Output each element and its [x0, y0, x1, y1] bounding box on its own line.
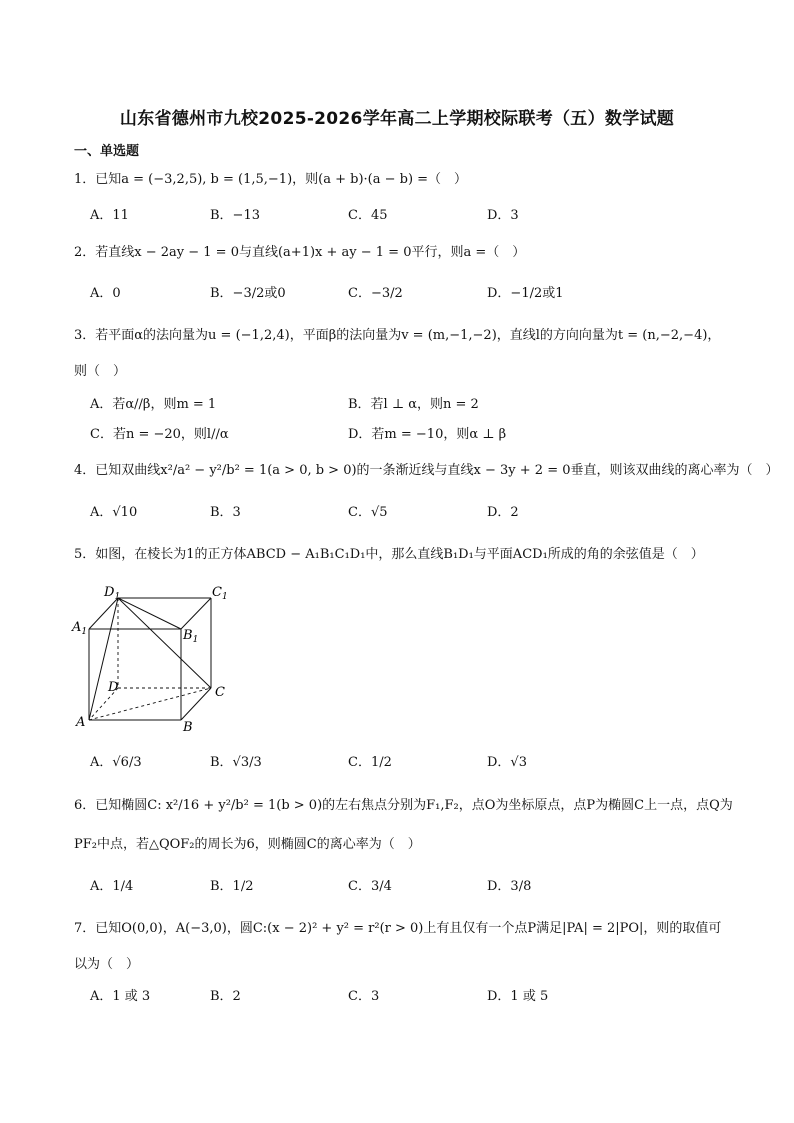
q4-option-c: C．√5 — [348, 505, 388, 520]
q1-option-a: A．11 — [90, 208, 129, 223]
q4-option-a: A．√10 — [90, 505, 138, 520]
q7-option-a: A．1 或 3 — [90, 989, 151, 1004]
q6-option-b: B．1/2 — [210, 879, 254, 894]
cube-figure — [70, 580, 240, 735]
q1-option-b: B．−13 — [210, 208, 260, 223]
question-7-stem-cont: 以为（ ） — [74, 957, 140, 972]
q1-option-c: C．45 — [348, 208, 388, 223]
q7-option-c: C．3 — [348, 989, 380, 1004]
page-title: 山东省德州市九校2025-2026学年高二上学期校际联考（五）数学试题 — [119, 109, 675, 129]
question-2-stem: 2．若直线x − 2ay − 1 = 0与直线(a+1)x + ay − 1 = 0平行，则a =（ ） — [74, 245, 526, 260]
q5-option-c: C．1/2 — [348, 755, 392, 770]
q2-option-b: B．−3/2或0 — [210, 286, 286, 301]
q4-option-d: D．2 — [487, 505, 519, 520]
question-3-stem-cont: 则（ ） — [74, 364, 127, 379]
question-3-stem: 3．若平面α的法向量为u = (−1,2,4)，平面β的法向量为v = (m,−1,−2)，直线l的方向向量为t = (n,−2,−4)， — [74, 328, 721, 343]
label-b: B — [183, 720, 193, 735]
q5-option-b: B．√3/3 — [210, 755, 262, 770]
q7-option-b: B．2 — [210, 989, 241, 1004]
q6-option-d: D．3/8 — [487, 879, 532, 894]
label-c1: $C_1$ — [212, 585, 228, 602]
question-5-stem: 5．如图，在棱长为1的正方体ABCD − A₁B₁C₁D₁中，那么直线B₁D₁与平面ACD₁所成的角的余弦值是（ ） — [74, 547, 704, 562]
q1-option-d: D．3 — [487, 208, 519, 223]
q6-option-a: A．1/4 — [90, 879, 134, 894]
q7-option-d: D．1 或 5 — [487, 989, 549, 1004]
q5-option-a: A．√6/3 — [90, 755, 142, 770]
q4-option-b: B．3 — [210, 505, 241, 520]
label-d: D — [108, 680, 119, 695]
label-c: C — [215, 685, 225, 700]
q6-option-c: C．3/4 — [348, 879, 392, 894]
label-b1: $B_1$ — [183, 628, 199, 645]
question-6-stem: 6．已知椭圆C: x²/16 + y²/b² = 1(b > 0)的左右焦点分别为F₁,F₂，点O为坐标原点，点P为椭圆C上一点，点Q为 — [74, 798, 733, 813]
section-heading: 一、单选题 — [74, 144, 140, 159]
q2-option-a: A．0 — [90, 286, 121, 301]
q3-option-b: B．若l ⊥ α，则n = 2 — [348, 397, 479, 412]
q2-option-d: D．−1/2或1 — [487, 286, 564, 301]
question-6-stem-cont: PF₂中点，若△QOF₂的周长为6，则椭圆C的离心率为（ ） — [74, 837, 421, 852]
question-7-stem: 7．已知O(0,0)，A(−3,0)，圆C:(x − 2)² + y² = r²(r > 0)上有且仅有一个点P满足|PA| = 2|PO|，则的取值可 — [74, 921, 722, 936]
q3-option-c: C．若n = −20，则l//α — [90, 427, 229, 442]
q3-option-a: A．若α//β，则m = 1 — [90, 397, 217, 412]
label-a: A — [76, 715, 86, 730]
q2-option-c: C．−3/2 — [348, 286, 403, 301]
q3-option-d: D．若m = −10，则α ⊥ β — [348, 427, 507, 442]
label-d1: $D_1$ — [104, 585, 121, 602]
label-a1: $A_1$ — [72, 620, 88, 637]
question-1-stem: 1．已知a = (−3,2,5), b = (1,5,−1)，则(a + b)·(a − b) =（ ） — [74, 172, 468, 187]
q5-option-d: D．√3 — [487, 755, 527, 770]
question-4-stem: 4．已知双曲线x²/a² − y²/b² = 1(a > 0, b > 0)的一条渐近线与直线x − 3y + 2 = 0垂直，则该双曲线的离心率为（ ） — [74, 463, 779, 478]
